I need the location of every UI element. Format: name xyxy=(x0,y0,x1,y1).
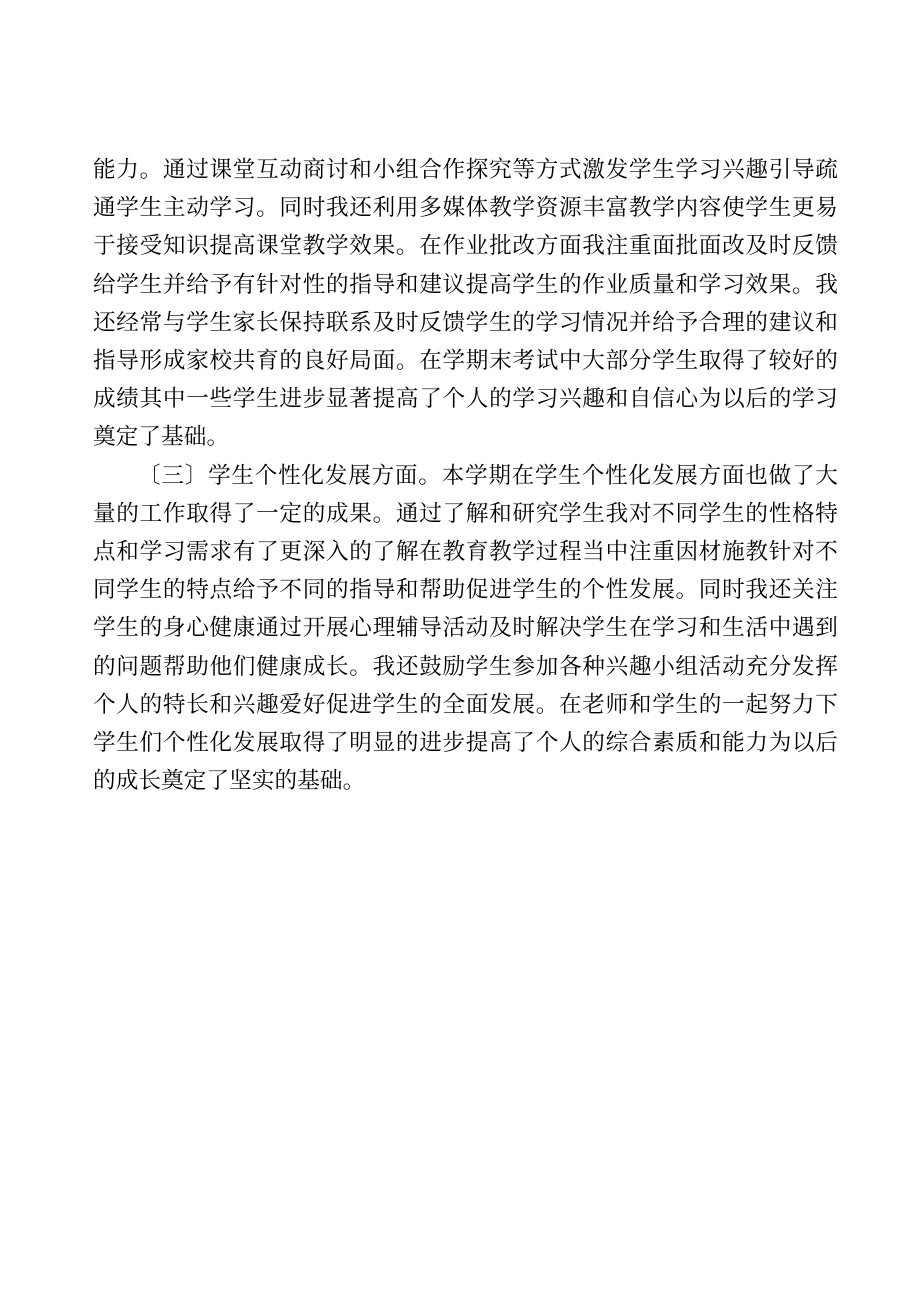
paragraph-personalized-development xyxy=(93,457,838,801)
text-line: 能力。通过课堂互动商讨和小组合作探究等方式激发学生学习兴趣引导疏 xyxy=(93,157,838,183)
text-line: 通学生主动学习。同时我还利用多媒体教学资源丰富教学内容使学生更易 xyxy=(93,195,838,222)
text-line: 学生的身心健康通过开展心理辅导活动及时解决学生在学习和生活中遇到 xyxy=(93,615,838,642)
text-line: 同学生的特点给予不同的指导和帮助促进学生的个性发展。同时我还关注 xyxy=(93,577,838,604)
text-line: 点和学习需求有了更深入的了解在教育教学过程当中注重因材施教针对不 xyxy=(93,539,838,566)
text-line: 的问题帮助他们健康成长。我还鼓励学生参加各种兴趣小组活动充分发挥 xyxy=(93,653,838,680)
text-line: 还经常与学生家长保持联系及时反馈学生的学习情况并给予合理的建议和 xyxy=(93,309,838,336)
text-line: 奠定了基础。 xyxy=(93,424,230,451)
section-heading-line: 〔三〕学生个性化发展方面。本学期在学生个性化发展方面也做了大 xyxy=(138,462,838,489)
paragraph-teaching-effect xyxy=(93,151,838,457)
text-line: 成绩其中一些学生进步显著提高了个人的学习兴趣和自信心为以后的学习 xyxy=(93,386,838,413)
text-line: 给学生并给予有针对性的指导和建议提高学生的作业质量和学习效果。我 xyxy=(93,271,838,298)
text-line: 量的工作取得了一定的成果。通过了解和研究学生我对不同学生的性格特 xyxy=(93,500,838,527)
text-line: 的成长奠定了坚实的基础。 xyxy=(93,768,366,795)
text-line: 指导形成家校共育的良好局面。在学期末考试中大部分学生取得了较好的 xyxy=(93,348,838,375)
text-line: 于接受知识提高课堂教学效果。在作业批改方面我注重面批面改及时反馈 xyxy=(93,233,838,260)
text-line: 个人的特长和兴趣爱好促进学生的全面发展。在老师和学生的一起努力下 xyxy=(93,691,838,718)
text-line: 学生们个性化发展取得了明显的进步提高了个人的综合素质和能力为以后 xyxy=(93,730,838,757)
document-body xyxy=(93,151,838,800)
